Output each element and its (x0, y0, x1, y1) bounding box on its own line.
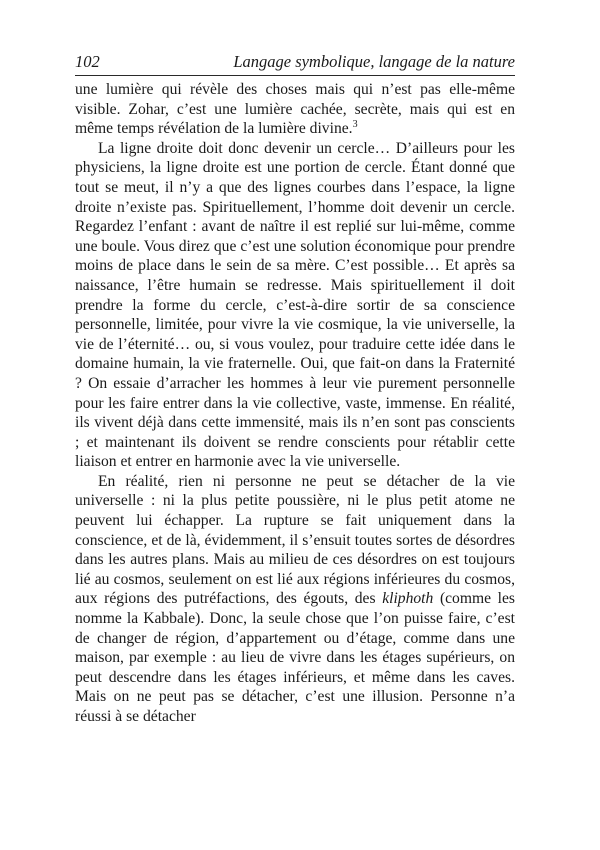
footnote-reference: 3 (352, 119, 358, 130)
paragraph-2: La ligne droite doit donc devenir un cercle… D’ailleurs pour les physiciens, la ligne droite est une portion de cercle. Étant donné que tout se meut, il n’y a que des lignes courbes dans l’espace, la ligne droite n’existe pas. Spirituellement, l’homme doit devenir un cercle. Regardez l’enfant : avant de naître il est replié sur lui-même, comme une boule. Vous direz que c’est une solution économique pour prendre moins de place dans le sein de sa mère. C’est possible… Et après sa naissance, l’être humain se redresse. Mais spirituellement il doit prendre la forme du cercle, c’est-à-dire sortir de sa conscience personnelle, limitée, pour vivre la vie cosmique, la vie universelle, la vie de l’éternité… ou, si vous voulez, pour traduire cette idée dans le domaine humain, la vie fraternelle. Oui, que fait-on dans la Fraternité ? On essaie d’arracher les hommes à leur vie purement personnelle pour les faire entrer dans la vie collective, vaste, immense. En réalité, ils vivent déjà dans cette immensité, mais ils n’en sont pas conscients ; et maintenant ils doivent se rendre conscients pour rétablir cette liaison et entrer en harmonie avec la vie universelle. (75, 139, 515, 471)
running-title: Langage symbolique, langage de la nature (233, 52, 515, 71)
paragraph-3-text-before: En réalité, rien ni personne ne peut se détacher de la vie universelle : ni la plus petite poussière, ni le plus petit atome ne peuvent lui échapper. La rupture se fait uniquement dans la conscience, et de là, évidemment, il s’ensuit toutes sortes de désordres dans les autres plans. Mais au milieu de ces désordres on est toujours lié au cosmos, seulement on est lié aux régions inférieures du cosmos, aux régions des putréfactions, des égouts, des (75, 472, 515, 608)
paragraph-1-text: une lumière qui révèle des choses mais qui n’est pas elle-même visible. Zohar, c’est une lumière cachée, secrète, mais qui est en même temps révélation de la lumière divine. (75, 81, 515, 138)
page-number: 102 (75, 52, 100, 71)
paragraph-3-text-after: (comme les nomme la Kabbale). Donc, la seule chose que l’on puisse faire, c’est de changer de région, d’appartement ou d’étage, comme dans une maison, par exemple : au lieu de vivre dans les étages supérieurs, on peut descendre dans les étages inférieurs, et même dans les caves. Mais on ne peut pas se détacher, c’est une illusion. Personne n’a réussi à se détacher (75, 590, 515, 725)
paragraph-3 (75, 472, 515, 727)
running-header (75, 52, 515, 76)
paragraph-1 (75, 80, 515, 139)
italic-term: kliphoth (382, 590, 434, 608)
book-page (75, 52, 515, 727)
body-text (75, 80, 515, 727)
